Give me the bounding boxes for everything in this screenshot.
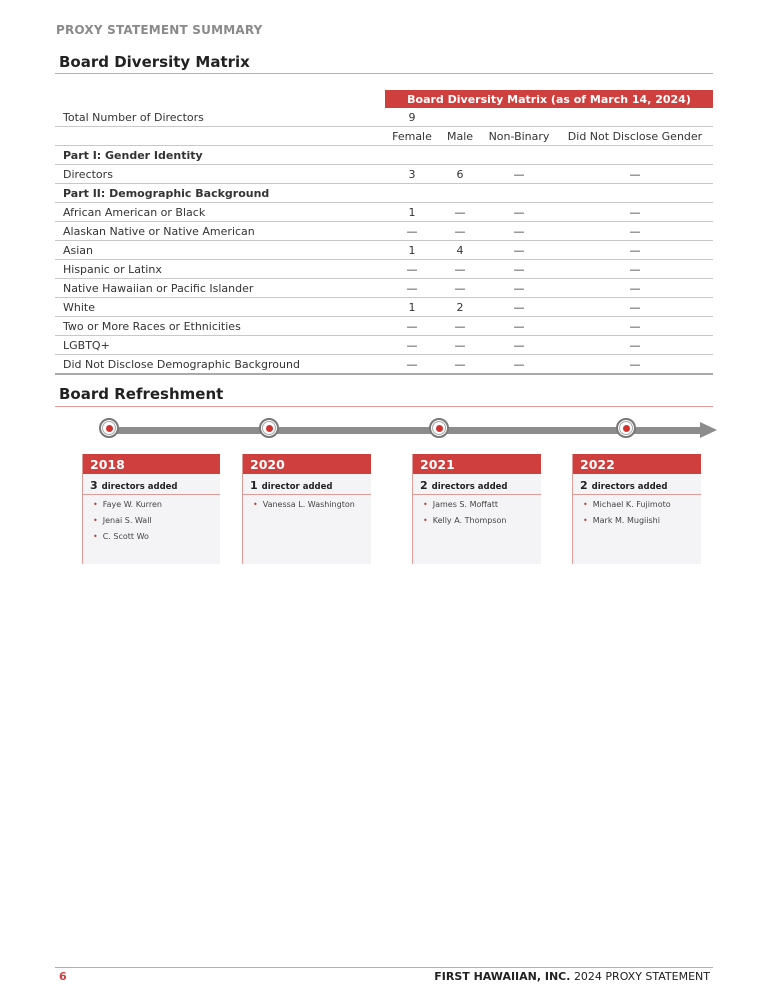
row-label: Directors: [55, 165, 385, 184]
divider: [55, 406, 713, 407]
cell: [481, 146, 557, 165]
table-row: [55, 317, 713, 336]
cell: —: [385, 355, 439, 375]
cell: [439, 146, 481, 165]
row-label: Two or More Races or Ethnicities: [55, 317, 385, 336]
footer-rule: [55, 967, 713, 968]
table-row: [55, 355, 713, 375]
director-name: • Mark M. Mugiishi: [583, 515, 701, 527]
card-year: 2022: [573, 454, 701, 474]
cell: —: [481, 355, 557, 375]
cell: —: [557, 203, 713, 222]
timeline-arrow-icon: [700, 422, 717, 438]
cell: [481, 184, 557, 203]
cell: —: [439, 279, 481, 298]
count-label: directors added: [591, 482, 668, 492]
cell: —: [439, 260, 481, 279]
cell: 1: [385, 298, 439, 317]
cell: 3: [385, 165, 439, 184]
cell: 1: [385, 203, 439, 222]
total-label: Total Number of Directors: [55, 108, 385, 127]
card-count: [413, 474, 541, 495]
count-number: 2: [580, 479, 588, 492]
card-count: [83, 474, 220, 495]
section-title-refreshment: Board Refreshment: [59, 385, 224, 403]
card-count: [573, 474, 701, 495]
cell: —: [481, 336, 557, 355]
timeline-target-icon: [429, 418, 449, 438]
company-name: FIRST HAWAIIAN, INC.: [434, 970, 571, 983]
table-row: [55, 222, 713, 241]
director-name: • James S. Moffatt: [423, 499, 541, 511]
year-card: [82, 454, 220, 564]
cell: —: [557, 165, 713, 184]
cell: 1: [385, 241, 439, 260]
row-label: Hispanic or Latinx: [55, 260, 385, 279]
cell: —: [481, 260, 557, 279]
count-number: 3: [90, 479, 98, 492]
card-year: 2021: [413, 454, 541, 474]
cell: —: [481, 317, 557, 336]
row-label: Alaskan Native or Native American: [55, 222, 385, 241]
count-label: director added: [261, 482, 333, 492]
count-label: directors added: [101, 482, 178, 492]
year-card: [412, 454, 541, 564]
col-header: Male: [439, 127, 481, 146]
col-header: Did Not Disclose Gender: [557, 127, 713, 146]
col-header: Non-Binary: [481, 127, 557, 146]
cell: —: [557, 260, 713, 279]
cell: 6: [439, 165, 481, 184]
table-row: [55, 298, 713, 317]
cell: —: [385, 260, 439, 279]
cell: —: [439, 317, 481, 336]
card-count: [243, 474, 371, 495]
table-row: [55, 241, 713, 260]
year-card: [242, 454, 371, 564]
director-name: • Vanessa L. Washington: [253, 499, 371, 511]
cell: —: [439, 222, 481, 241]
cell: —: [481, 279, 557, 298]
cell: —: [557, 222, 713, 241]
card-year: 2020: [243, 454, 371, 474]
cell: —: [439, 336, 481, 355]
cell: —: [439, 355, 481, 375]
diversity-matrix-table: [55, 90, 713, 375]
table-row: [55, 260, 713, 279]
cell: —: [481, 222, 557, 241]
cell: 2: [439, 298, 481, 317]
cell: [439, 184, 481, 203]
cell: —: [481, 241, 557, 260]
cell: [557, 146, 713, 165]
cell: —: [557, 336, 713, 355]
table-title: Board Diversity Matrix (as of March 14, 2024): [385, 90, 713, 108]
cell: —: [481, 298, 557, 317]
row-label: Asian: [55, 241, 385, 260]
col-header: Female: [385, 127, 439, 146]
cell: —: [385, 336, 439, 355]
table-row: [55, 165, 713, 184]
count-number: 1: [250, 479, 258, 492]
table-row: [55, 336, 713, 355]
director-name: • C. Scott Wo: [93, 531, 220, 543]
row-label: Part II: Demographic Background: [55, 184, 385, 203]
card-year: 2018: [83, 454, 220, 474]
row-label: LGBTQ+: [55, 336, 385, 355]
year-card: [572, 454, 701, 564]
section-title-matrix: Board Diversity Matrix: [59, 53, 250, 71]
cell: —: [481, 203, 557, 222]
count-label: directors added: [431, 482, 508, 492]
cell: —: [557, 279, 713, 298]
timeline-target-icon: [616, 418, 636, 438]
cell: —: [385, 317, 439, 336]
row-label: Did Not Disclose Demographic Background: [55, 355, 385, 375]
director-name: • Kelly A. Thompson: [423, 515, 541, 527]
row-label: White: [55, 298, 385, 317]
total-value: 9: [385, 108, 439, 127]
cell: [557, 184, 713, 203]
table-row: [55, 146, 713, 165]
director-name: • Faye W. Kurren: [93, 499, 220, 511]
table-row: [55, 203, 713, 222]
footer-text: [434, 970, 710, 983]
cell: —: [481, 165, 557, 184]
row-label: African American or Black: [55, 203, 385, 222]
cell: 4: [439, 241, 481, 260]
timeline-target-icon: [99, 418, 119, 438]
divider: [55, 73, 713, 74]
row-label: Native Hawaiian or Pacific Islander: [55, 279, 385, 298]
director-name: • Jenai S. Wall: [93, 515, 220, 527]
cell: —: [385, 222, 439, 241]
cell: —: [557, 241, 713, 260]
cell: [385, 146, 439, 165]
page-number: 6: [59, 970, 67, 983]
running-header: PROXY STATEMENT SUMMARY: [56, 23, 263, 37]
count-number: 2: [420, 479, 428, 492]
cell: —: [557, 298, 713, 317]
cell: —: [385, 279, 439, 298]
doc-name: 2024 PROXY STATEMENT: [573, 970, 710, 983]
cell: —: [439, 203, 481, 222]
row-label: Part I: Gender Identity: [55, 146, 385, 165]
cell: [385, 184, 439, 203]
cell: —: [557, 355, 713, 375]
timeline-target-icon: [259, 418, 279, 438]
director-name: • Michael K. Fujimoto: [583, 499, 701, 511]
table-row: [55, 279, 713, 298]
table-row: [55, 184, 713, 203]
cell: —: [557, 317, 713, 336]
